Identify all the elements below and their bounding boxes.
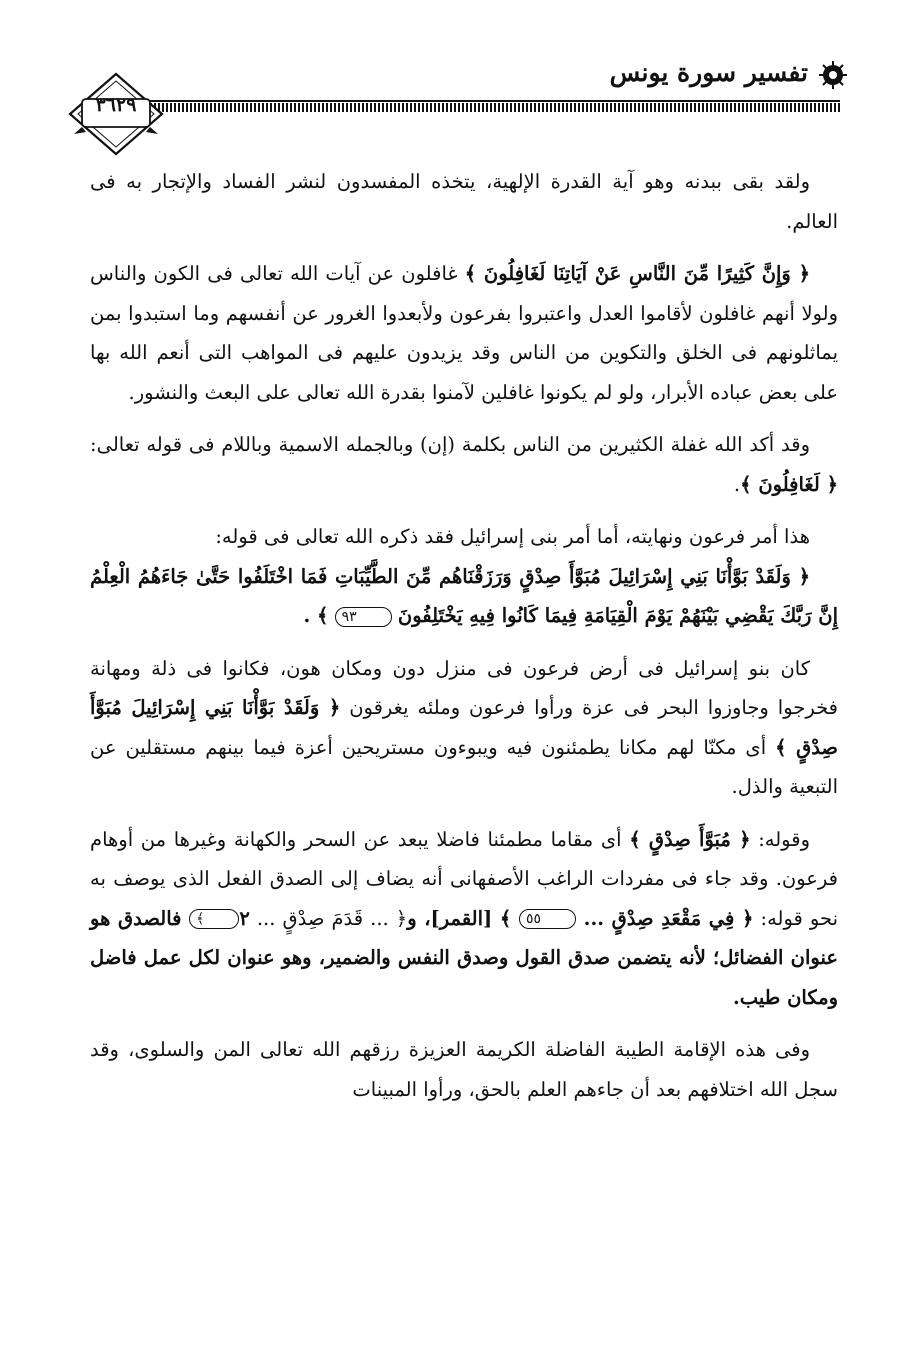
quran-verse: ﴿ لَغَافِلُونَ ﴾ (740, 472, 838, 496)
header-rule-hatch (150, 103, 840, 112)
paragraph (90, 557, 838, 636)
paragraph (90, 162, 838, 241)
chapter-title: تفسير سورة يونس (609, 58, 808, 87)
quran-verse: ﴿ وَلَقَدْ بَوَّأْنَا بَنِي إِسْرَائِيلَ مُبَوَّأَ صِدْقٍ ﴾ (90, 696, 838, 759)
quran-verse: ٢ (239, 906, 250, 930)
paragraph-text: وفى هذه الإقامة الطيبة الفاضلة الكريمة العزيزة رزقهم الله تعالى المن والسلوى، وقد سجل الله اختلافهم بعد أن جاءهم العلم بالحق، ورأوا المبينات (90, 1038, 838, 1101)
paragraph-text: غافلون عن آيات الله تعالى فى الكون والناس ولولا أنهم غافلون لأقاموا العدل واعتبروا بفرعون ولأبعدوا الغرور عن أنفسهم وما استبدوا بمن يماثلونهم فى الخلق والتكوين من الناس وقد يزيدون عليهم فى المواهب التى أنعم الله بها على بعض عباده الأبرار، ولو لم يكونوا غافلين لآمنوا بقدرة الله تعالى على البعث والنشور. (90, 262, 838, 404)
quran-verse: ﴿ وَإِنَّ كَثِيرًا مِّنَ النَّاسِ عَنْ آيَاتِنَا لَغَافِلُونَ ﴾ (464, 262, 810, 285)
paragraph-text: أى مقاما مطمئنا فاضلا يبعد عن السحر والكهانة وغيرها من أوهام فرعون. وقد جاء فى مفردات الراغب الأصفهانى أنه يضاف إلى الصدق الفعل الذى يوصف به نحو قوله: (90, 827, 838, 930)
paragraph (90, 254, 838, 412)
paragraph-text: هذا أمر فرعون ونهايته، أما أمر بنى إسرائيل فقد ذكره الله تعالى فى قوله: (215, 525, 810, 548)
quran-verse-end: فالصدق هو عنوان الفضائل؛ لأنه يتضمن صدق القول وصدق النفس والضمير، وهو عنوان لكل عمل فاضل ومكان طيب. (90, 906, 838, 1009)
verse-number: ٩٣ (335, 607, 392, 627)
quran-verse: ﴿ وَلَقَدْ بَوَّأْنَا بَنِي إِسْرَائِيلَ مُبَوَّأَ صِدْقٍ وَرَزَقْنَاهُم مِّنَ الطَّيِّبَاتِ فَمَا اخْتَلَفُوا حَتَّىٰ جَاءَهُمُ الْعِلْمُ إِنَّ رَبَّكَ يَقْضِي بَيْنَهُمْ يَوْمَ الْقِيَامَةِ فِيمَا كَانُوا فِيهِ يَخْتَلِفُونَ (90, 564, 838, 627)
paragraph (90, 1030, 838, 1109)
quran-verse-end: ﴾ [القمر]، و (407, 906, 519, 930)
paragraph-text: ﴿ ... قَدَمَ صِدْقٍ ... (249, 906, 408, 930)
paragraph-text: أى مكنّا لهم مكانا يطمئنون فيه ويبوءون مستريحين أعزة فيما بينهم مستقلين عن التبعية والذل. (90, 735, 838, 798)
paragraph-text: وقد أكد الله غفلة الكثيرين من الناس بكلمة (إن) وبالجمله الاسمية وباللام فى قوله تعالى: (90, 433, 810, 456)
verse-number: ﴾ (189, 909, 239, 929)
header-rule (150, 100, 840, 102)
paragraph-text: كان بنو إسرائيل فى أرض فرعون فى منزل دون ومكان هون، فكانوا فى ذلة ومهانة فخرجوا وجاوزوا البحر فى عزة ورأوا فرعون وملئه يغرقون (90, 656, 838, 719)
quran-verse: ﴿ مُبَوَّأَ صِدْقٍ ﴾ (629, 827, 751, 851)
page-number: ٣٦٢٩ (95, 94, 137, 116)
paragraph-text: ولقد بقى ببدنه وهو آية القدرة الإلهية، يتخذه المفسدون لنشر الفساد والإتجار به فى العالم. (90, 170, 838, 233)
paragraph (90, 649, 838, 807)
quran-verse: ﴿ فِي مَقْعَدِ صِدْقٍ ... (576, 906, 754, 930)
page-body (90, 162, 838, 1122)
paragraph-text: وقوله: (750, 827, 810, 851)
paragraph (90, 425, 838, 504)
quran-verse-end: ﴾ . (303, 604, 329, 627)
paragraph-text: . (733, 472, 741, 496)
verse-number: ٥٥ (519, 909, 576, 929)
page-header (0, 0, 920, 165)
ornament-icon (818, 60, 848, 90)
paragraph (90, 820, 838, 1018)
paragraph (90, 517, 838, 557)
